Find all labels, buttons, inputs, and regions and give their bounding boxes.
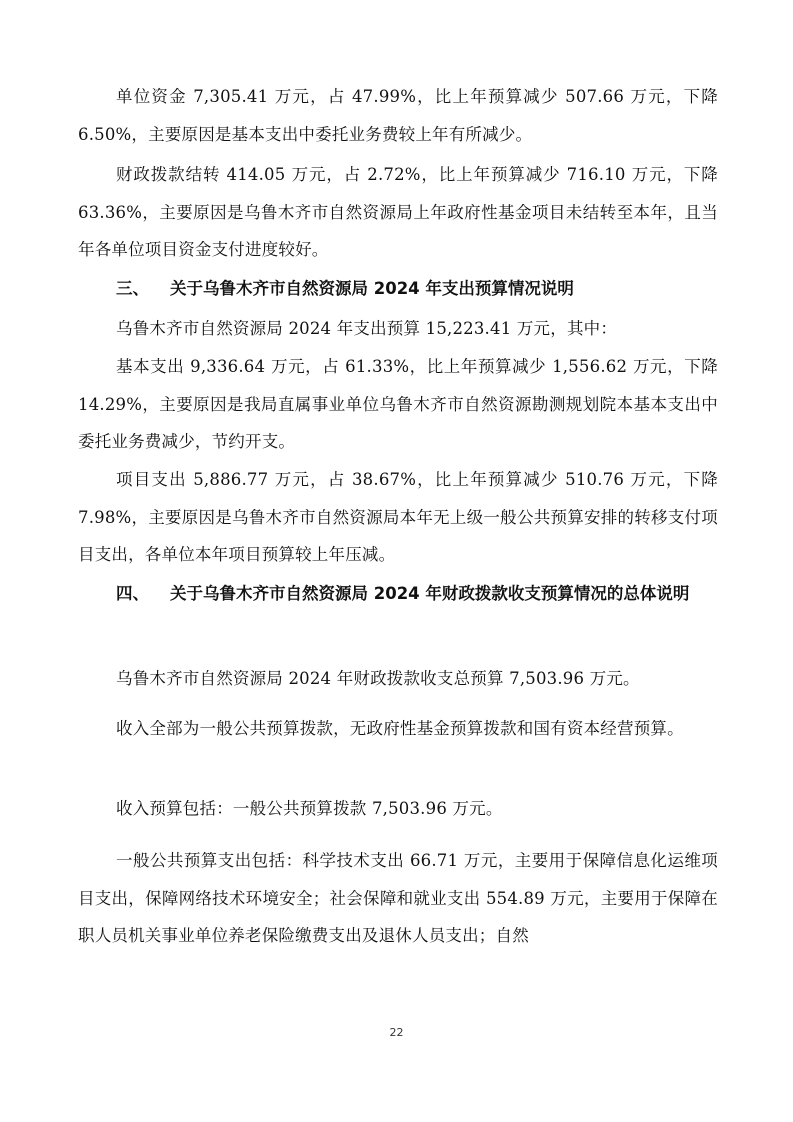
section-title-3: 关于乌鲁木齐市自然资源局 2024 年支出预算情况说明 [170,279,574,298]
paragraph-fiscal-total: 乌鲁木齐市自然资源局 2024 年财政拨款收支总预算 7,503.96 万元。 [116,669,640,688]
section-title-4: 关于乌鲁木齐市自然资源局 2024 年财政拨款收支预算情况的总体说明 [170,584,690,603]
page-number: 22 [389,1026,404,1039]
section-number-3: 三、 [116,279,149,298]
section-number-4: 四、 [116,584,149,603]
paragraph-fiscal-carryover: 财政拨款结转 414.05 万元，占 2.72%，比上年预算减少 716.10 万元，下降 63.36%，主要原因是乌鲁木齐市自然资源局上年政府性基金项目未结转至本年，且当年各单位项目资金支付进度较好。 [78,165,718,259]
paragraph-project-expenditure: 项目支出 5,886.77 万元，占 38.67%，比上年预算减少 510.76 万元，下降 7.98%，主要原因是乌鲁木齐市自然资源局本年无上级一般公共预算安排的转移支付项目支出，各单位本年项目预算较上年压减。 [78,470,718,564]
section-heading-4 [78,575,718,613]
paragraph-unit-funds: 单位资金 7,305.41 万元，占 47.99%，比上年预算减少 507.66 万元，下降 6.50%，主要原因是基本支出中委托业务费较上年有所减少。 [78,87,718,144]
paragraph-basic-expenditure: 基本支出 9,336.64 万元，占 61.33%，比上年预算减少 1,556.62 万元，下降 14.29%，主要原因是我局直属事业单位乌鲁木齐市自然资源勘测规划院本基本支出中委托业务费减少，节约开支。 [78,357,718,451]
paragraph-revenue-composition: 收入全部为一般公共预算拨款，无政府性基金预算拨款和国有资本经营预算。 [116,719,684,738]
paragraph-general-expenditure: 一般公共预算支出包括：科学技术支出 66.71 万元，主要用于保障信息化运维项目支出，保障网络技术环境安全；社会保障和就业支出 554.89 万元，主要用于保障在职人员机关事业单位养老保险缴费支出及退休人员支出；自然 [78,851,718,945]
section-heading-3 [78,270,718,308]
paragraph-revenue-budget: 收入预算包括：一般公共预算拨款 7,503.96 万元。 [116,799,503,818]
paragraph-expenditure-total: 乌鲁木齐市自然资源局 2024 年支出预算 15,223.41 万元，其中： [116,319,618,338]
